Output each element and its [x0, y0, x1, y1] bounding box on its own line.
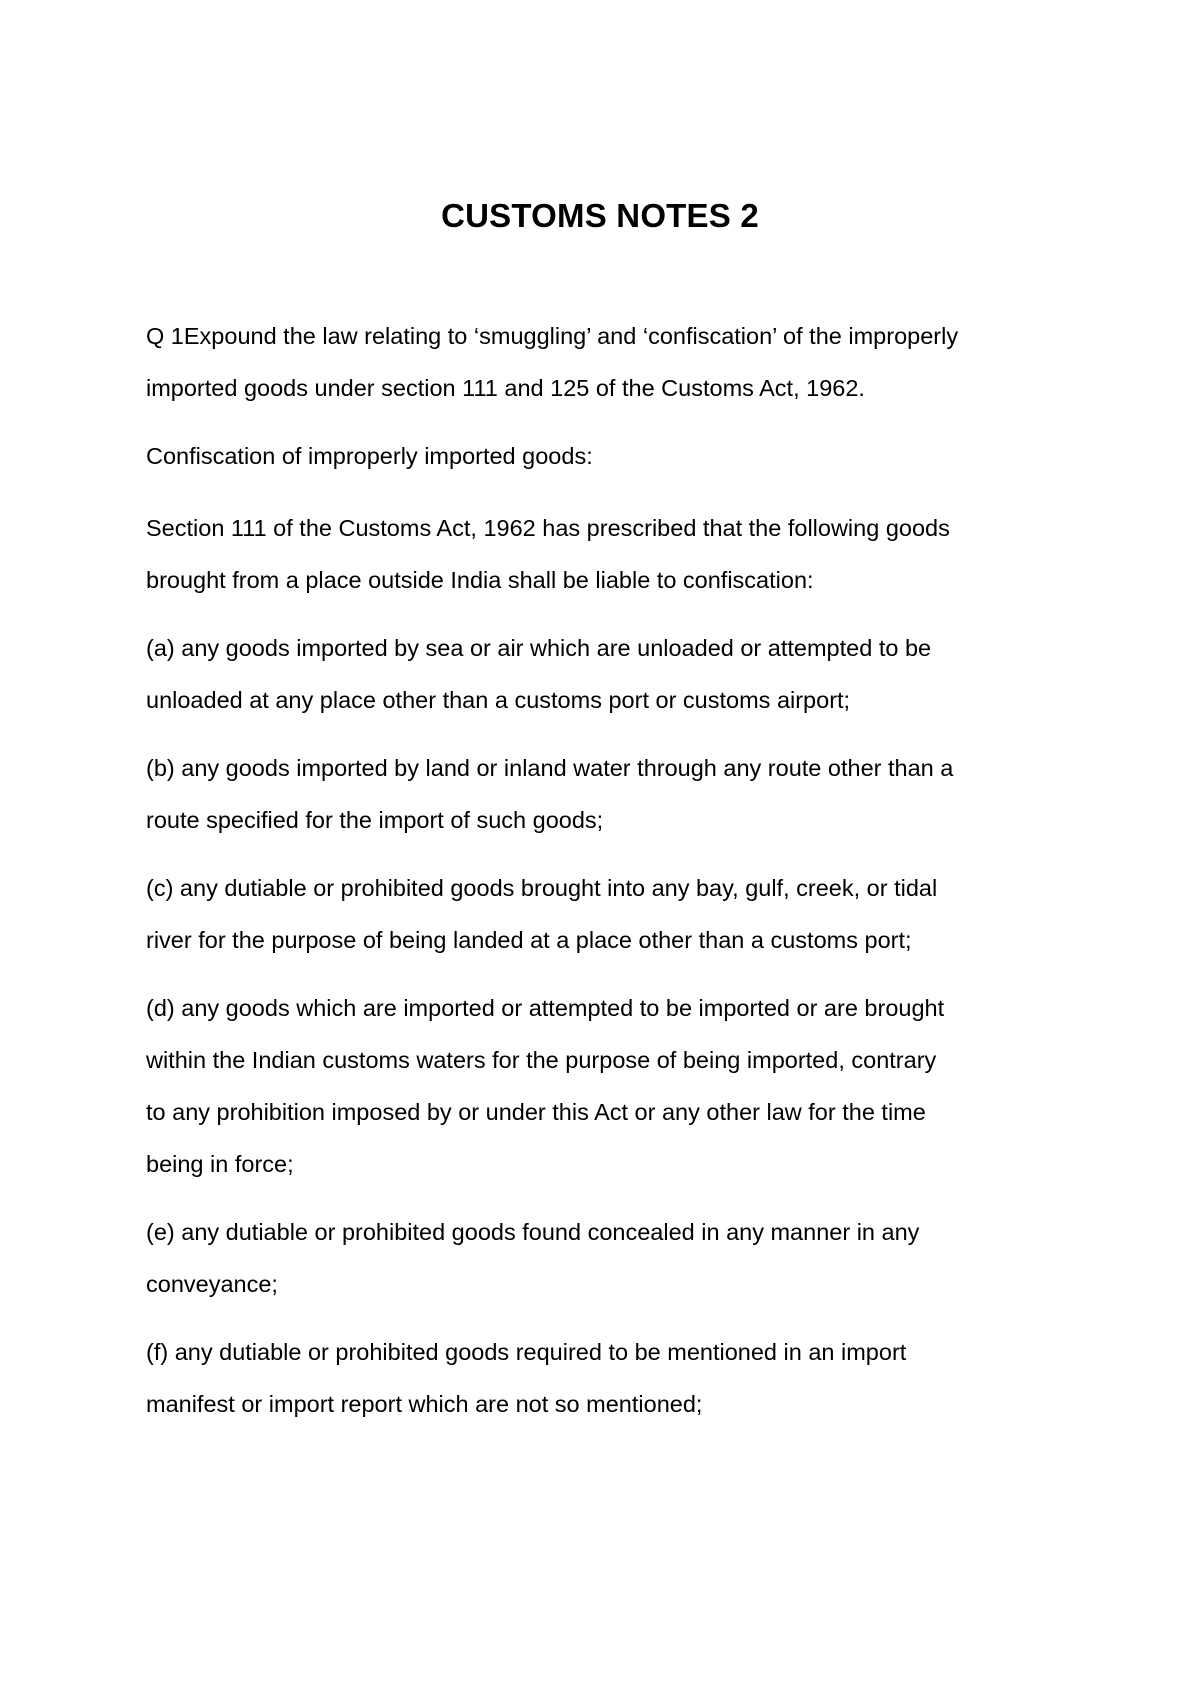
- paragraph-section-111: [146, 502, 1066, 606]
- paragraph-line: unloaded at any place other than a customs port or customs airport;: [146, 687, 851, 713]
- paragraph-line: (a) any goods imported by sea or air which are unloaded or attempted to be: [146, 635, 932, 661]
- paragraph-line: Confiscation of improperly imported goods:: [146, 443, 593, 469]
- paragraph-line: imported goods under section 111 and 125 of the Customs Act, 1962.: [146, 375, 865, 401]
- paragraph-line: within the Indian customs waters for the purpose of being imported, contrary: [146, 1047, 937, 1073]
- paragraph-item-f: [146, 1326, 1066, 1430]
- paragraph-line: Section 111 of the Customs Act, 1962 has prescribed that the following goods: [146, 515, 950, 541]
- paragraph-line: to any prohibition imposed by or under this Act or any other law for the time: [146, 1099, 926, 1125]
- paragraph-line: (c) any dutiable or prohibited goods brought into any bay, gulf, creek, or tidal: [146, 875, 938, 901]
- paragraph-line: (b) any goods imported by land or inland water through any route other than a: [146, 755, 954, 781]
- paragraph-line: (e) any dutiable or prohibited goods found concealed in any manner in any: [146, 1219, 920, 1245]
- paragraph-line: route specified for the import of such goods;: [146, 807, 604, 833]
- paragraph-line: being in force;: [146, 1151, 294, 1177]
- paragraph-item-a: [146, 622, 1066, 726]
- paragraph-item-e: [146, 1206, 1066, 1310]
- paragraph-item-b: [146, 742, 1066, 846]
- paragraph-item-d: [146, 982, 1066, 1190]
- paragraph-line: manifest or import report which are not so mentioned;: [146, 1391, 703, 1417]
- paragraph-line: conveyance;: [146, 1271, 278, 1297]
- paragraph-line: river for the purpose of being landed at a place other than a customs port;: [146, 927, 912, 953]
- paragraph-question: [146, 310, 1066, 414]
- paragraph-line: (d) any goods which are imported or attempted to be imported or are brought: [146, 995, 945, 1021]
- paragraph-item-c: [146, 862, 1066, 966]
- page-title: CUSTOMS NOTES 2: [441, 197, 759, 234]
- paragraph-line: Q 1Expound the law relating to ‘smuggling’ and ‘confiscation’ of the improperly: [146, 323, 959, 349]
- paragraph-line: brought from a place outside India shall be liable to confiscation:: [146, 567, 814, 593]
- paragraph-heading: [146, 430, 1066, 482]
- paragraph-line: (f) any dutiable or prohibited goods required to be mentioned in an import: [146, 1339, 907, 1365]
